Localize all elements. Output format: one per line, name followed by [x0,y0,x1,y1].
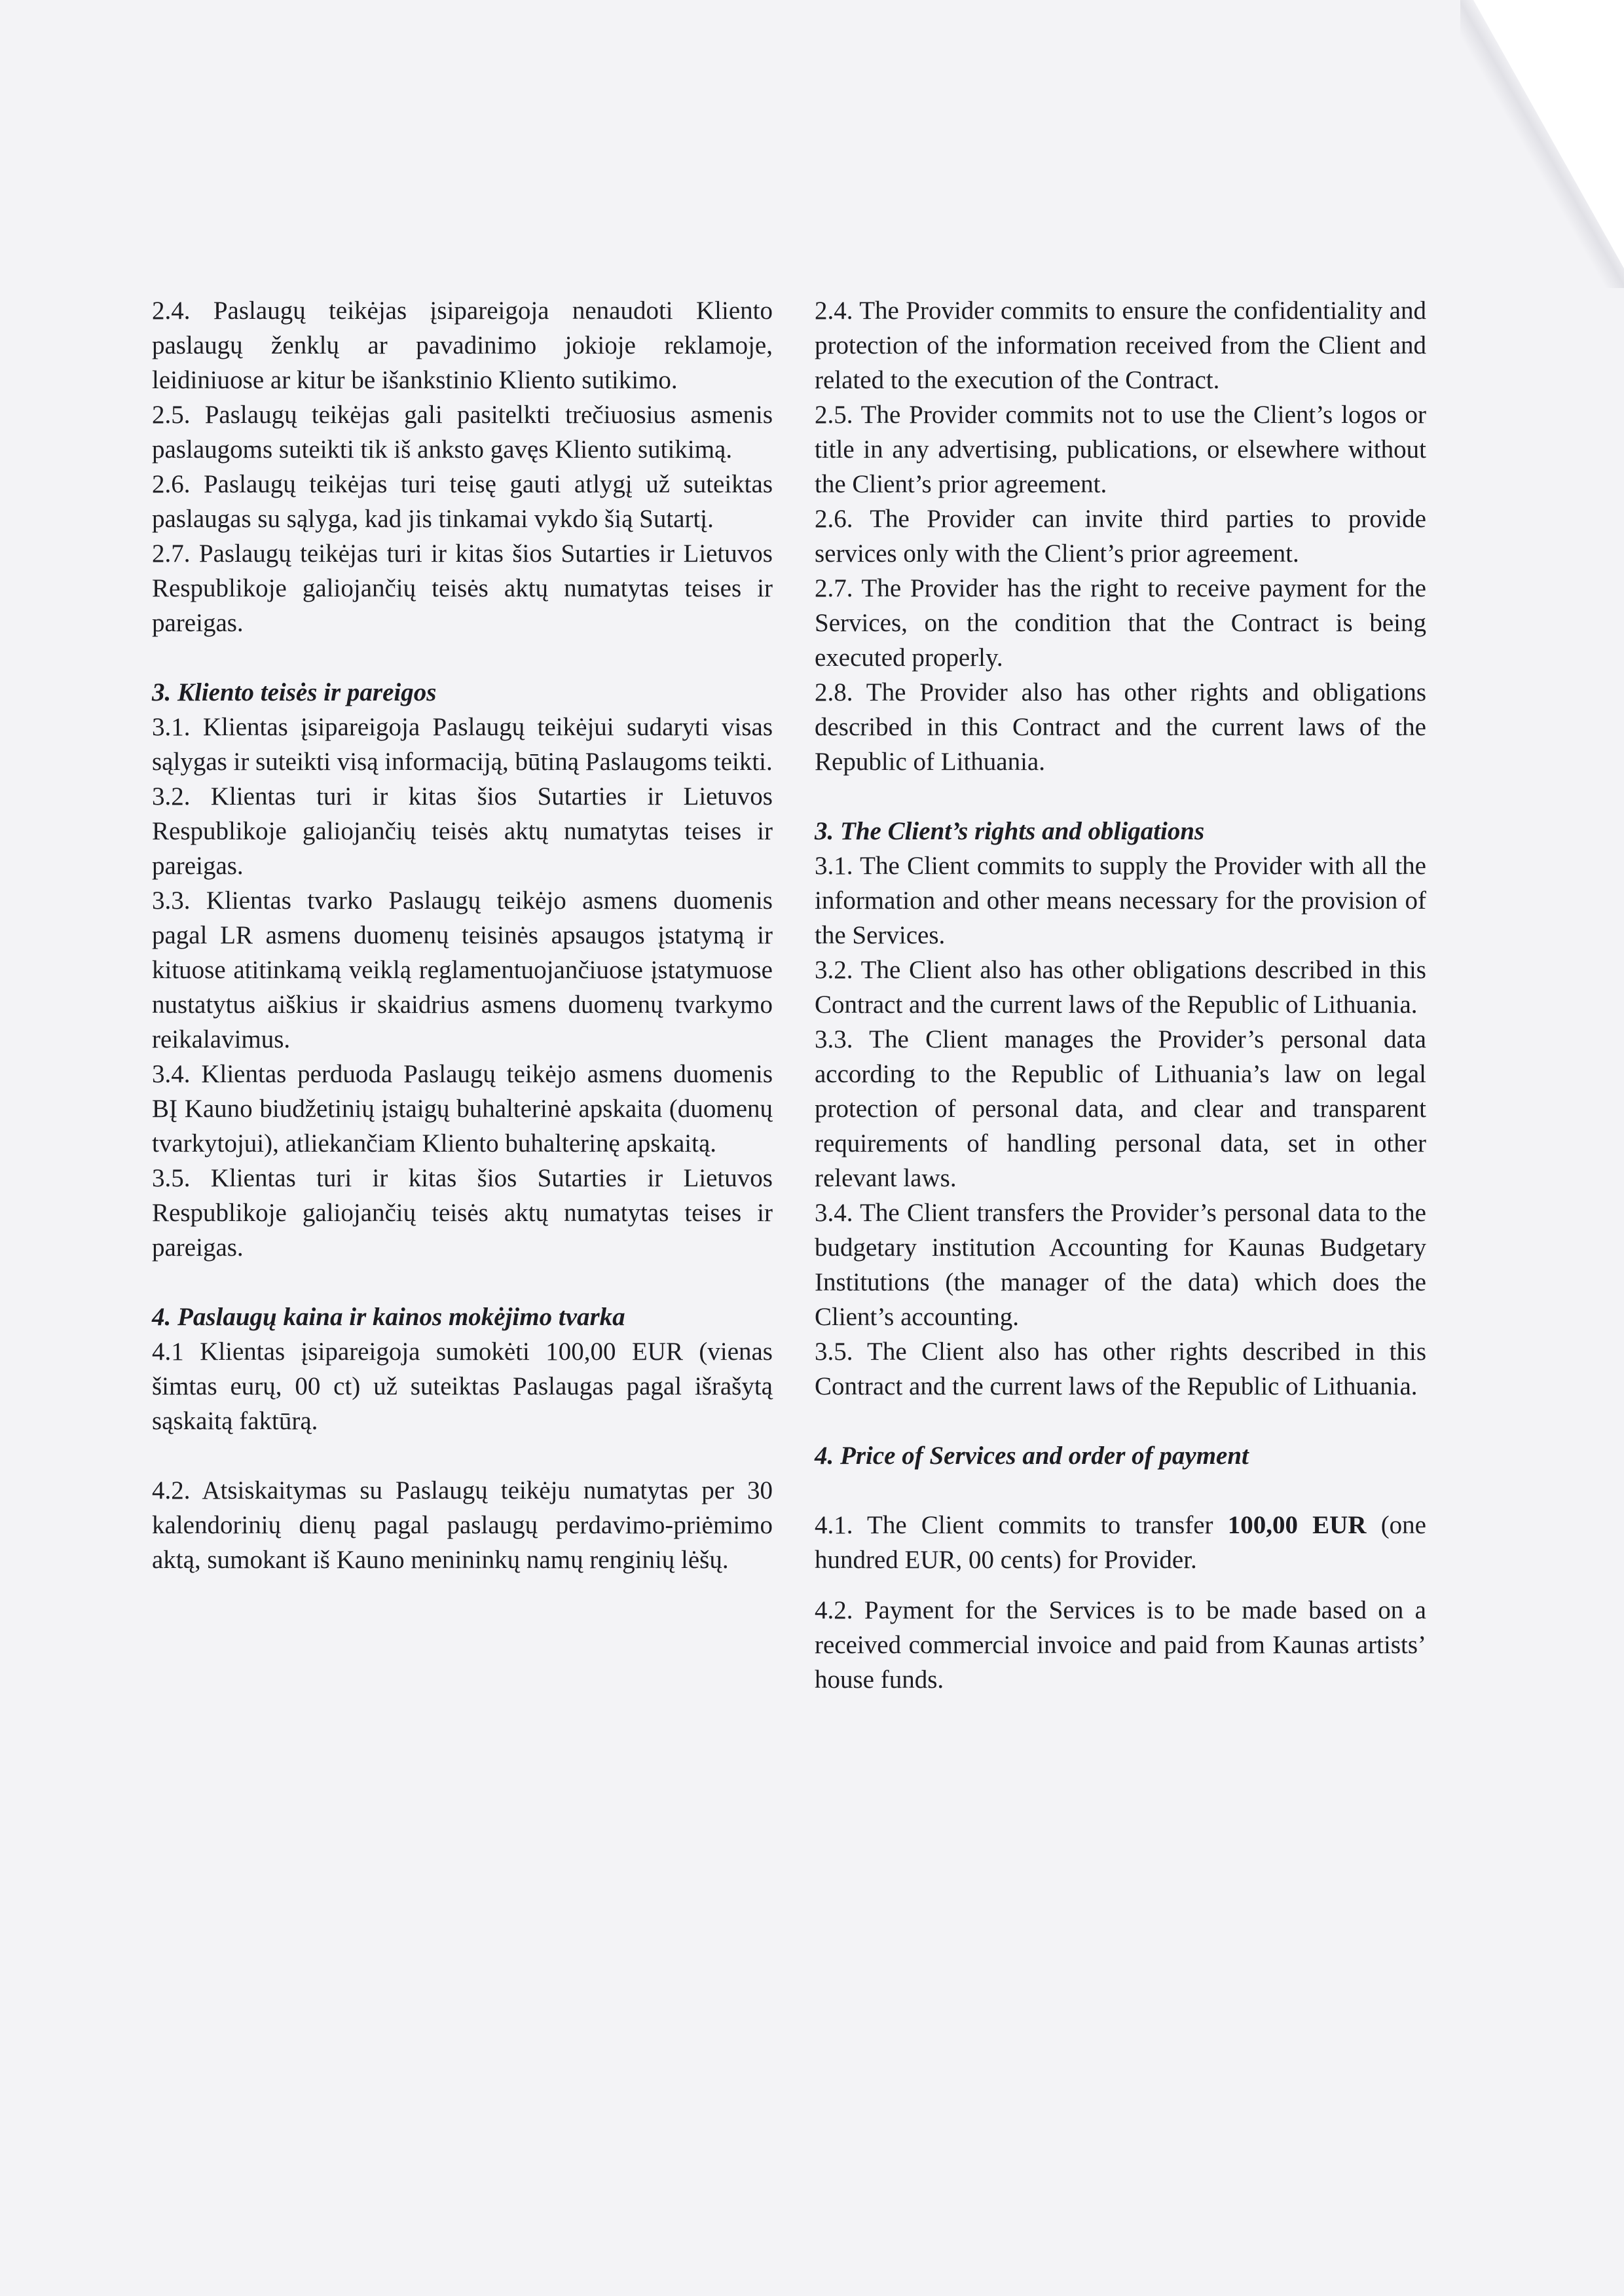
clause-3-4-en: 3.4. The Client transfers the Provider’s personal data to the budgetary institution Accounting for Kaunas Budgetary Institutions (the manager of the data) which does the Client’s accounting. [815,1199,1426,1331]
clause-2-4-lt: 2.4. Paslaugų teikėjas įsipareigoja nenaudoti Kliento paslaugų ženklų ar pavadinimo jokioje reklamoje, leidiniuose ar kitur be išankstinio Kliento sutikimo. [152,297,773,394]
clause-3-1-en: 3.1. The Client commits to supply the Provider with all the information and other means necessary for the provision of the Services. [815,852,1426,949]
clause-2-6-lt: 2.6. Paslaugų teikėjas turi teisę gauti atlygį už suteiktas paslaugas su sąlyga, kad jis tinkamai vykdo šią Sutartį. [152,470,773,533]
section-3-heading-lt: 3. Kliento teisės ir pareigos [152,678,437,706]
clause-3-5-en: 3.5. The Client also has other rights described in this Contract and the current laws of the Republic of Lithuania. [815,1338,1426,1400]
clause-3-5-lt: 3.5. Klientas turi ir kitas šios Sutarties ir Lietuvos Respublikoje galiojančių teisės aktų numatytas teises ir pareigas. [152,1164,773,1262]
clause-2-7-lt: 2.7. Paslaugų teikėjas turi ir kitas šios Sutarties ir Lietuvos Respublikoje galiojančių teisės aktų numatytas teises ir pareigas. [152,539,773,637]
clause-3-3-lt: 3.3. Klientas tvarko Paslaugų teikėjo asmens duomenis pagal LR asmens duomenų teisinės apsaugos įstatymą ir kituose atitinkamą veiklą reglamentuojančiuose įstatymuose nustatytus aiškius ir skaidrius asmens duomenų tvarkymo reikalavimus. [152,886,773,1053]
clause-3-3-en: 3.3. The Client manages the Provider’s personal data according to the Republic of Lithuania’s law on legal protection of personal data, and clear and transparent requirements of handling personal data, set in other relevant laws. [815,1025,1426,1192]
clause-3-4-lt: 3.4. Klientas perduoda Paslaugų teikėjo asmens duomenis BĮ Kauno biudžetinių įstaigų buhalterinė apskaita (duomenų tvarkytojui), atliekančiam Kliento buhalterinę apskaitą. [152,1060,773,1157]
clause-2-5-lt: 2.5. Paslaugų teikėjas gali pasitelkti trečiuosius asmenis paslaugoms suteikti tik iš anksto gavęs Kliento sutikimą. [152,401,773,464]
clause-2-4-en: 2.4. The Provider commits to ensure the confidentiality and protection of the information received from the Client and related to the execution of the Contract. [815,297,1426,394]
lithuanian-column [152,293,773,1577]
folded-corner [1473,0,1624,268]
clause-3-2-en: 3.2. The Client also has other obligations described in this Contract and the current laws of the Republic of Lithuania. [815,956,1426,1019]
section-4-heading-lt: 4. Paslaugų kaina ir kainos mokėjimo tvarka [152,1303,625,1331]
clause-4-2-en: 4.2. Payment for the Services is to be made based on a received commercial invoice and paid from Kaunas artists’ house funds. [815,1596,1426,1694]
clause-2-6-en: 2.6. The Provider can invite third parties to provide services only with the Client’s prior agreement. [815,505,1426,568]
section-3-heading-en: 3. The Client’s rights and obligations [815,817,1205,845]
clause-4-2-lt: 4.2. Atsiskaitymas su Paslaugų teikėju numatytas per 30 kalendorinių dienų pagal paslaugų perdavimo-priėmimo aktą, sumokant iš Kauno menininkų namų renginių lėšų. [152,1476,773,1574]
clause-4-1-en-amount: 100,00 EUR [1227,1511,1367,1539]
clause-2-8-en: 2.8. The Provider also has other rights and obligations described in this Contract and the current laws of the Republic of Lithuania. [815,678,1426,776]
clause-4-1-en-text-b: (one hundred EUR, 00 cents) for Provider. [815,1511,1426,1574]
clause-4-1-lt: 4.1 Klientas įsipareigoja sumokėti 100,00 EUR (vienas šimtas eurų, 00 ct) už suteiktas Paslaugas pagal išrašytą sąskaitą faktūrą. [152,1338,773,1435]
clause-2-7-en: 2.7. The Provider has the right to receive payment for the Services, on the condition that the Contract is being executed properly. [815,574,1426,672]
clause-4-1-en-text-a: 4.1. The Client commits to transfer [815,1511,1228,1539]
section-4-heading-en: 4. Price of Services and order of payment [815,1442,1249,1470]
clause-4-1-en [815,1508,1426,1577]
clause-3-2-lt: 3.2. Klientas turi ir kitas šios Sutarties ir Lietuvos Respublikoje galiojančių teisės aktų numatytas teises ir pareigas. [152,782,773,880]
english-column [815,293,1426,1697]
clause-3-1-lt: 3.1. Klientas įsipareigoja Paslaugų teikėjui sudaryti visas sąlygas ir suteikti visą informaciją, būtiną Paslaugoms teikti. [152,713,773,776]
clause-2-5-en: 2.5. The Provider commits not to use the Client’s logos or title in any advertising, publications, or elsewhere without the Client’s prior agreement. [815,401,1426,498]
